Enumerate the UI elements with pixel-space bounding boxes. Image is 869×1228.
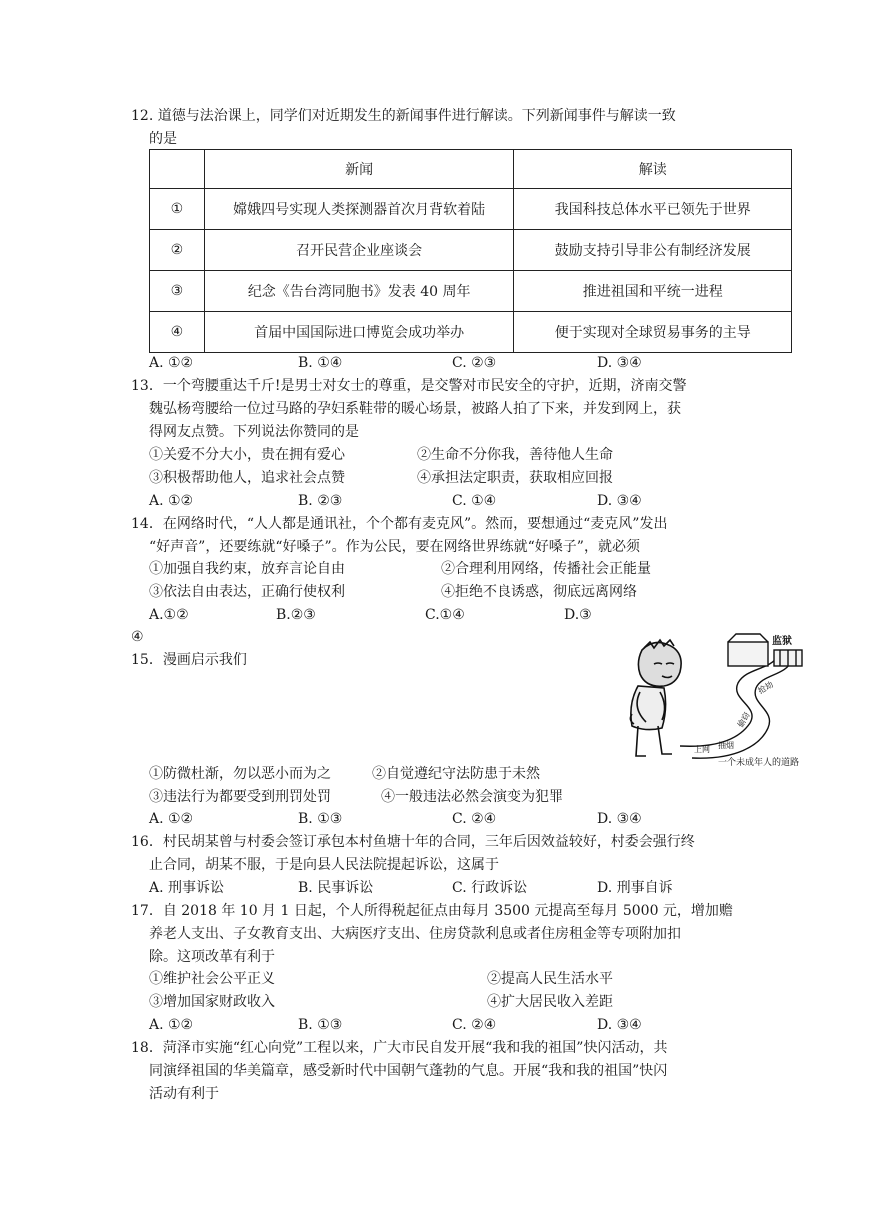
table-row [150,312,792,353]
q13-choice-4: ④承担法定职责，获取相应回报 [417,470,613,486]
q13-choice-3: ③积极帮助他人，追求社会点赞 [149,470,345,486]
q15-option-d: D. ③④ [597,811,642,827]
q17-option-d: D. ③④ [597,1017,642,1033]
q18-stem-line2: 同演绎祖国的华美篇章，感受新时代中国朝气蓬勃的气息。开展“我和我的祖国”快闪 [149,1063,668,1079]
q17-choice-1: ①维护社会公平正义 [149,971,275,987]
q17-stem-line1: 17．自 2018 年 10 月 1 日起，个人所得税起征点由每月 3500 元提高至每月 5000 元，增加赡 [131,903,733,919]
q15-choice-2: ②自觉遵纪守法防患于未然 [372,766,540,782]
q14-choice-3: ③依法自由表达，正确行使权利 [149,584,345,600]
q15-option-a: A. ①② [149,811,194,827]
q14-choice-2: ②合理利用网络，传播社会正能量 [441,561,651,577]
table-row [150,230,792,271]
interp-cell: 便于实现对全球贸易事务的主导 [514,312,792,353]
q17-choice-3: ③增加国家财政收入 [149,994,275,1010]
q18-stem-line3: 活动有利于 [149,1086,219,1102]
q15-choice-1: ①防微杜渐，勿以恶小而为之 [149,766,331,782]
row-number: ① [150,189,205,230]
q14-option-a: A.①② [149,607,189,623]
q16-stem-line1: 16．村民胡某曾与村委会签订承包本村鱼塘十年的合同，三年后因效益较好，村委会强行终 [131,834,695,850]
q14-option-b: B.②③ [276,607,316,623]
q12-option-b: B. ①④ [298,355,343,371]
q17-stem-line3: 除。这项改革有利于 [149,949,275,965]
row-number: ④ [150,312,205,353]
q14-choice-4: ④拒绝不良诱惑，彻底远离网络 [441,584,637,600]
q14-stem-line1: 14．在网络时代，“人人都是通讯社，个个都有麦克风”。然而，要想通过“麦克风”发出 [131,516,668,532]
path-label-4: 抢劫 [756,679,775,696]
q12-stem-line2: 的是 [149,131,177,147]
q13-option-a: A. ①② [149,493,194,509]
q15-option-b: B. ①③ [298,811,343,827]
q16-option-a: A. 刑事诉讼 [149,880,225,896]
table-row [150,189,792,230]
path-label-2: 抽烟 [718,741,734,750]
boy-figure [630,640,681,756]
row-number: ② [150,230,205,271]
q12-option-d: D. ③④ [597,355,642,371]
path-label-1: 上网 [694,745,710,754]
table-header-cell: 解读 [514,150,792,189]
q14-option-c: C.①④ [425,607,465,623]
q16-option-c: C. 行政诉讼 [452,880,528,896]
q13-option-d: D. ③④ [597,493,642,509]
q12-option-a: A. ①② [149,355,194,371]
q15-choice-4: ④一般违法必然会演变为犯罪 [381,789,563,805]
q13-stem-line3: 得网友点赞。下列说法你赞同的是 [149,424,359,440]
q15-choice-3: ③违法行为都要受到刑罚处罚 [149,789,331,805]
news-table [149,149,792,353]
q16-option-d: D. 刑事自诉 [597,880,673,896]
prison-label: 监狱 [772,636,792,647]
q16-stem-line2: 止合同，胡某不服，于是向县人民法院提起诉讼，这属于 [149,857,499,873]
q17-option-b: B. ①③ [298,1017,343,1033]
q17-option-a: A. ①② [149,1017,194,1033]
q13-choice-2: ②生命不分你我，善待他人生命 [417,447,613,463]
path-label-3: 偷窃 [735,710,752,729]
q12-stem-line1: 12. 道德与法治课上，同学们对近期发生的新闻事件进行解读。下列新闻事件与解读一致 [131,108,676,124]
interp-cell: 推进祖国和平统一进程 [514,271,792,312]
table-header-cell [150,150,205,189]
q18-stem-line1: 18．菏泽市实施“红心向党”工程以来，广大市民自发开展“我和我的祖国”快闪活动，共 [131,1040,668,1056]
q17-option-c: C. ②④ [452,1017,497,1033]
news-cell: 召开民营企业座谈会 [204,230,514,271]
q13-choice-1: ①关爱不分大小，贵在拥有爱心 [149,447,345,463]
q13-option-c: C. ①④ [452,493,497,509]
interp-cell: 我国科技总体水平已领先于世界 [514,189,792,230]
news-cell: 纪念《告台湾同胞书》发表 40 周年 [204,271,514,312]
q14-option-d-wrap: ④ [131,629,144,645]
q12-option-c: C. ②③ [452,355,497,371]
news-cell: 首届中国国际进口博览会成功举办 [204,312,514,353]
q17-choice-4: ④扩大居民收入差距 [487,994,613,1010]
q17-stem-line2: 养老人支出、子女教育支出、大病医疗支出、住房贷款利息或者住房租金等专项附加扣 [149,926,681,942]
cartoon-illustration [610,628,810,768]
q13-stem-line2: 魏弘杨弯腰给一位过马路的孕妇系鞋带的暖心场景，被路人拍了下来，并发到网上，获 [149,401,681,417]
cartoon-caption: 一个未成年人的道路 [718,757,800,767]
road-path [680,656,792,758]
q14-stem-line2: “好声音”，还要练就“好嗓子”。作为公民，要在网络世界练就“好嗓子”，就必须 [149,539,640,555]
q13-option-b: B. ②③ [298,493,343,509]
table-header-row [150,150,792,189]
table-row [150,271,792,312]
news-cell: 嫦娥四号实现人类探测器首次月背软着陆 [204,189,514,230]
q14-option-d: D.③ [564,607,592,623]
q14-choice-1: ①加强自我约束，放弃言论自由 [149,561,345,577]
q16-option-b: B. 民事诉讼 [298,880,374,896]
interp-cell: 鼓励支持引导非公有制经济发展 [514,230,792,271]
q17-choice-2: ②提高人民生活水平 [487,971,613,987]
q15-stem: 15．漫画启示我们 [131,652,247,668]
q13-stem-line1: 13．一个弯腰重达千斤!是男士对女士的尊重，是交警对市民安全的守护，近期，济南交警 [131,378,687,394]
q15-option-c: C. ②④ [452,811,497,827]
table-header-cell: 新闻 [204,150,514,189]
row-number: ③ [150,271,205,312]
